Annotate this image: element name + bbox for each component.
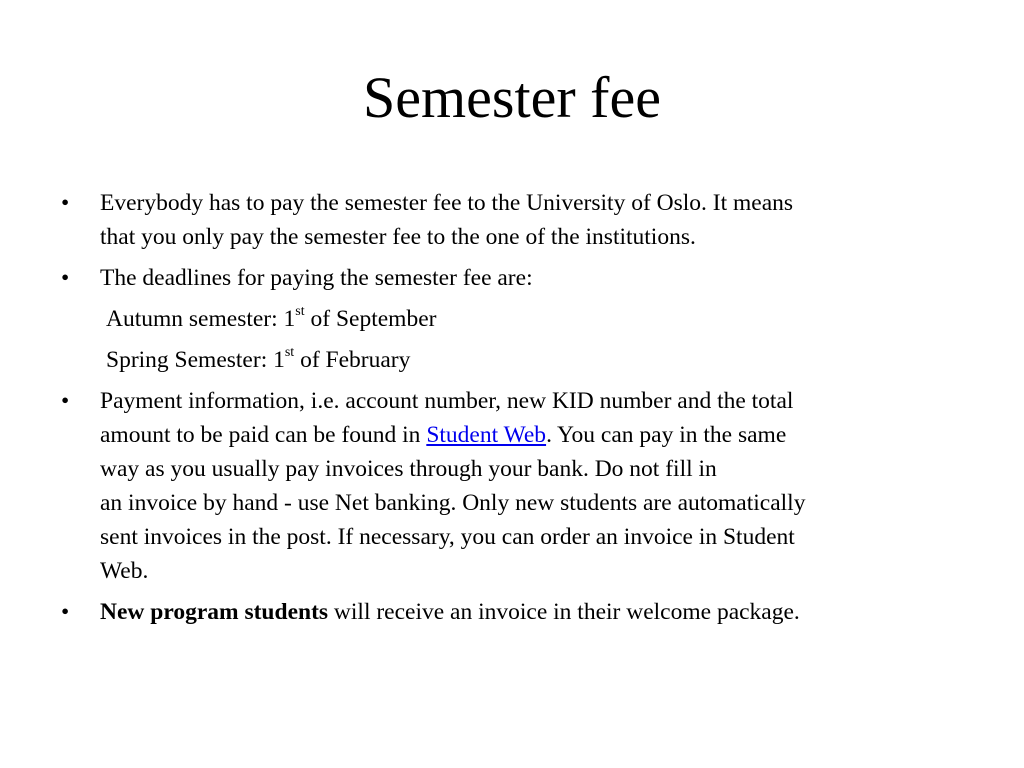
bullet-item-deadlines [60,261,970,295]
bullet-icon: • [61,265,70,291]
bullet-line: sent invoices in the post. If necessary, you can order an invoice in Student [100,524,795,550]
deadline-spring-date: of February [294,347,411,373]
bullet-icon: • [61,388,70,414]
bullet-line: Everybody has to pay the semester fee to the University of Oslo. It means [100,190,794,216]
slide-content [60,186,970,636]
bullet-item-new-students [60,595,970,629]
bullet-line: Web. [100,558,149,584]
bullet-line: The deadlines for paying the semester fee are: [100,265,533,291]
bullet-line [100,418,970,452]
slide-title: Semester fee [363,65,661,130]
bullet-item-fee-info [60,186,970,254]
deadline-autumn-date: of September [304,306,437,332]
deadline-spring-label: Spring Semester: 1 [106,347,285,373]
deadline-spring [60,343,970,377]
deadline-autumn-label: Autumn semester: 1 [106,306,296,332]
bullet-line [100,595,970,629]
deadline-autumn [60,302,970,336]
bullet-line: that you only pay the semester fee to the one of the institutions. [100,224,696,250]
ordinal-suffix: st [295,304,305,320]
bullet-icon: • [61,599,70,625]
ordinal-suffix: st [284,345,295,361]
bullet-icon: • [61,190,70,216]
bullet-line: an invoice by hand - use Net banking. Only new students are automatically [100,490,806,516]
bullet-text: . You can pay in the same [546,422,787,448]
bullet-text: amount to be paid can be found in [100,422,427,448]
bullet-line: Payment information, i.e. account number, new KID number and the total [100,388,794,414]
bullet-line: way as you usually pay invoices through your bank. Do not fill in [100,456,717,482]
bold-text: New program students [100,599,329,625]
bullet-item-payment-info [60,384,970,588]
student-web-link[interactable]: Student Web [426,422,547,448]
bullet-text: will receive an invoice in their welcome package. [328,599,800,625]
